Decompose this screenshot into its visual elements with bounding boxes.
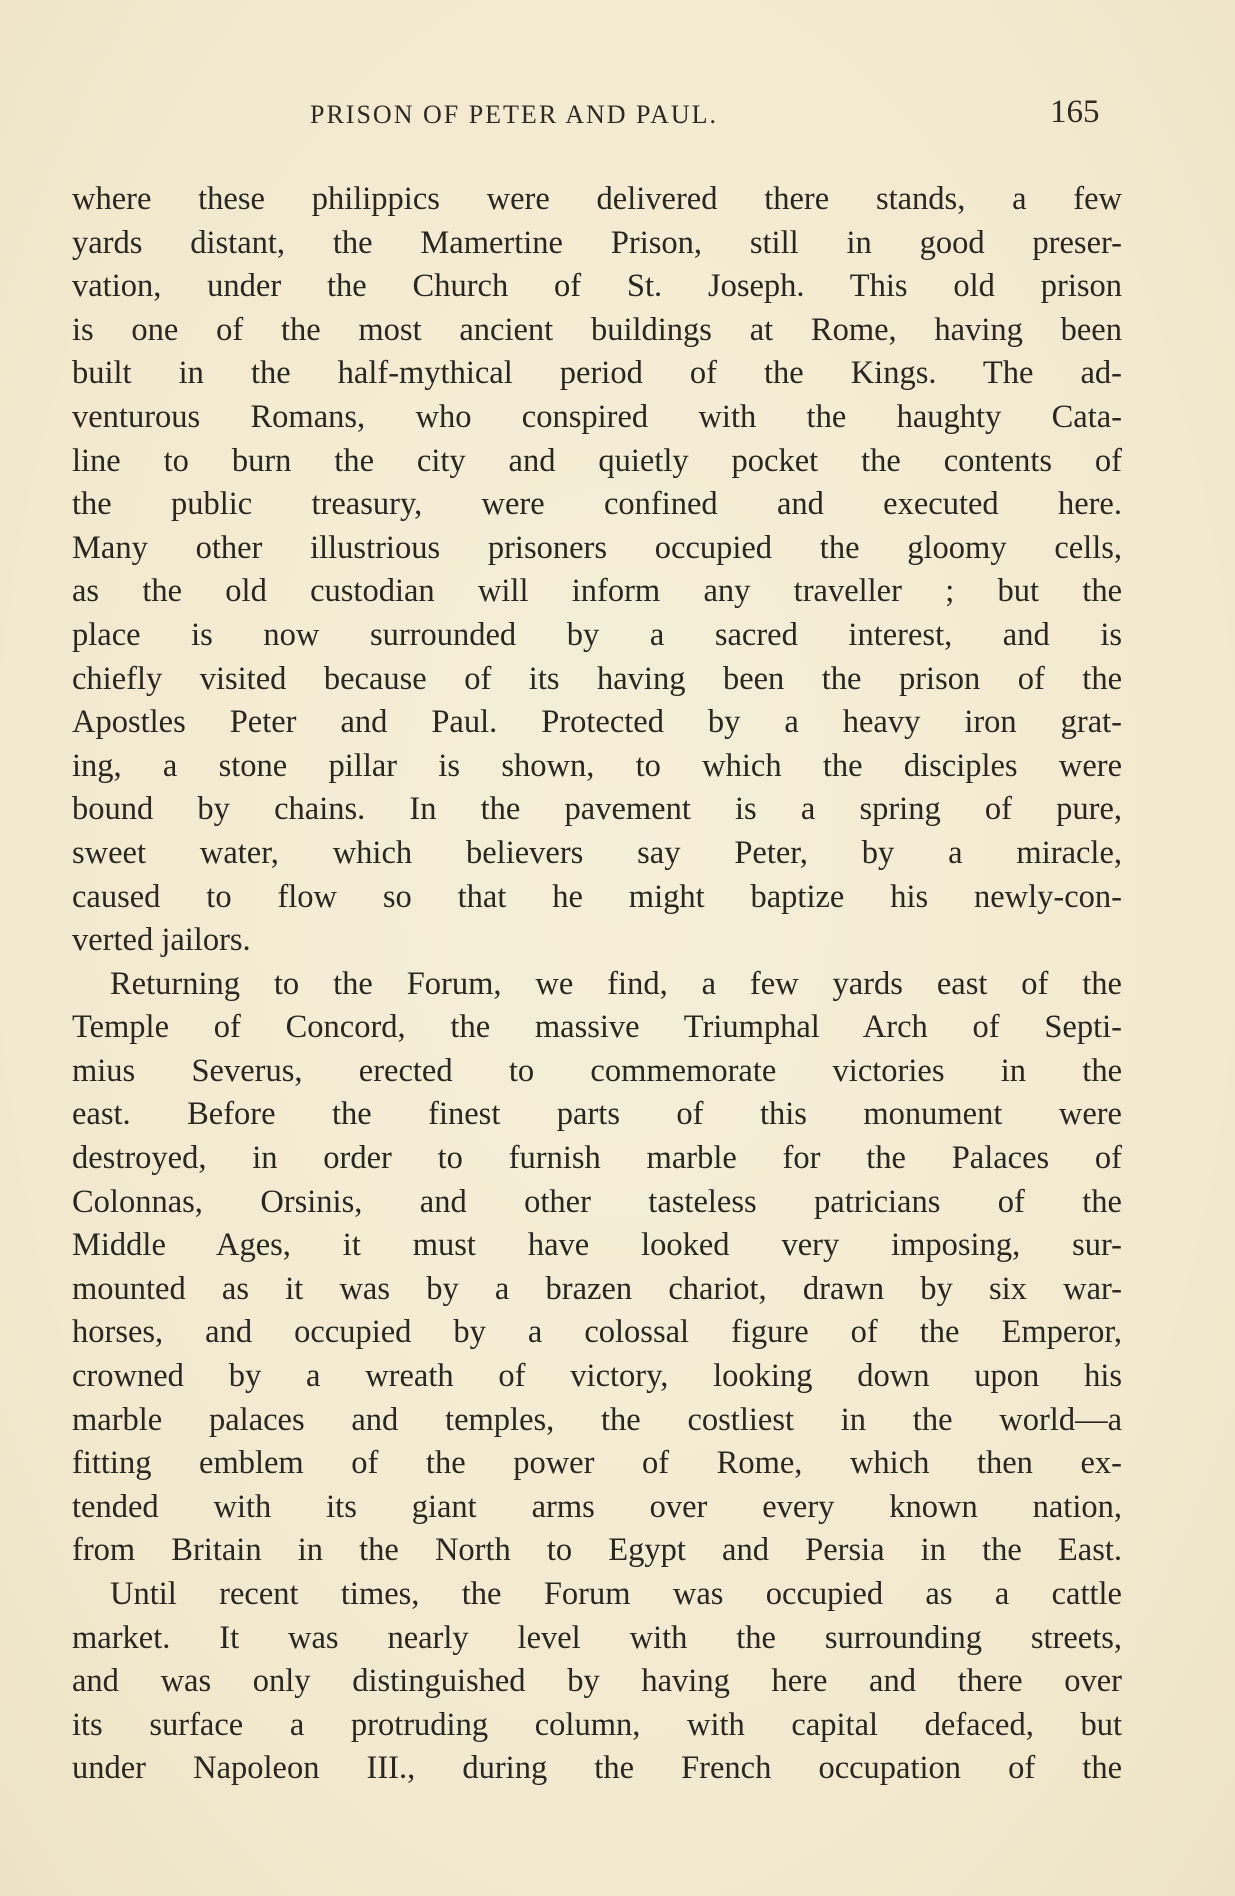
text-line: place is now surrounded by a sacred interest, and is bbox=[72, 616, 1122, 653]
text-line: its surface a protruding column, with capital defaced, but bbox=[72, 1706, 1122, 1743]
page-number: 165 bbox=[1050, 94, 1100, 130]
running-title: PRISON OF PETER AND PAUL. bbox=[310, 100, 719, 129]
text-line: Temple of Concord, the massive Triumphal Arch of Septi- bbox=[72, 1009, 1122, 1046]
text-line: bound by chains. In the pavement is a spring of pure, bbox=[72, 791, 1122, 828]
text-line: vation, under the Church of St. Joseph. This old prison bbox=[72, 268, 1122, 305]
text-line: destroyed, in order to furnish marble for the Palaces of bbox=[72, 1140, 1122, 1177]
text-line: caused to flow so that he might baptize his newly-con- bbox=[72, 878, 1122, 915]
text-line: east. Before the finest parts of this monument were bbox=[72, 1096, 1122, 1133]
text-line: Apostles Peter and Paul. Protected by a heavy iron grat- bbox=[72, 704, 1122, 741]
body-text bbox=[72, 178, 1122, 1791]
text-line: fitting emblem of the power of Rome, which then ex- bbox=[72, 1445, 1122, 1482]
text-line: Until recent times, the Forum was occupied as a cattle bbox=[110, 1576, 1122, 1612]
text-line: mius Severus, erected to commemorate victories in the bbox=[72, 1052, 1122, 1089]
text-line: market. It was nearly level with the surrounding streets, bbox=[72, 1619, 1122, 1656]
text-line: under Napoleon III., during the French occupation of the bbox=[72, 1750, 1122, 1787]
text-line: the public treasury, were confined and executed here. bbox=[72, 486, 1122, 523]
text-line: tended with its giant arms over every known nation, bbox=[72, 1488, 1122, 1525]
text-line: Middle Ages, it must have looked very imposing, sur- bbox=[72, 1227, 1122, 1264]
text-line: venturous Romans, who conspired with the haughty Cata- bbox=[72, 398, 1122, 435]
text-line: horses, and occupied by a colossal figure of the Emperor, bbox=[72, 1314, 1122, 1351]
text-line: as the old custodian will inform any traveller ; but the bbox=[72, 573, 1122, 610]
text-line: and was only distinguished by having here and there over bbox=[72, 1663, 1122, 1700]
text-line: where these philippics were delivered there stands, a few bbox=[72, 181, 1122, 217]
text-line: Colonnas, Orsinis, and other tasteless patricians of the bbox=[72, 1183, 1122, 1220]
text-line: built in the half-mythical period of the Kings. The ad- bbox=[72, 355, 1122, 392]
text-line: ing, a stone pillar is shown, to which the disciples were bbox=[72, 747, 1122, 784]
text-line: marble palaces and temples, the costliest in the world—a bbox=[72, 1401, 1122, 1438]
text-line: crowned by a wreath of victory, looking down upon his bbox=[72, 1358, 1122, 1395]
text-line: chiefly visited because of its having been the prison of the bbox=[72, 660, 1122, 697]
text-line: line to burn the city and quietly pocket the contents of bbox=[72, 442, 1122, 479]
text-line: Returning to the Forum, we find, a few yards east of the bbox=[110, 965, 1122, 1002]
text-line: Many other illustrious prisoners occupied the gloomy cells, bbox=[72, 529, 1122, 566]
text-line: from Britain in the North to Egypt and Persia in the East. bbox=[72, 1532, 1122, 1569]
text-line: verted jailors. bbox=[72, 922, 251, 959]
text-line: mounted as it was by a brazen chariot, drawn by six war- bbox=[72, 1270, 1122, 1307]
text-line: is one of the most ancient buildings at Rome, having been bbox=[72, 311, 1122, 348]
text-line: sweet water, which believers say Peter, by a miracle, bbox=[72, 834, 1122, 871]
text-line: yards distant, the Mamertine Prison, still in good preser- bbox=[72, 224, 1122, 261]
